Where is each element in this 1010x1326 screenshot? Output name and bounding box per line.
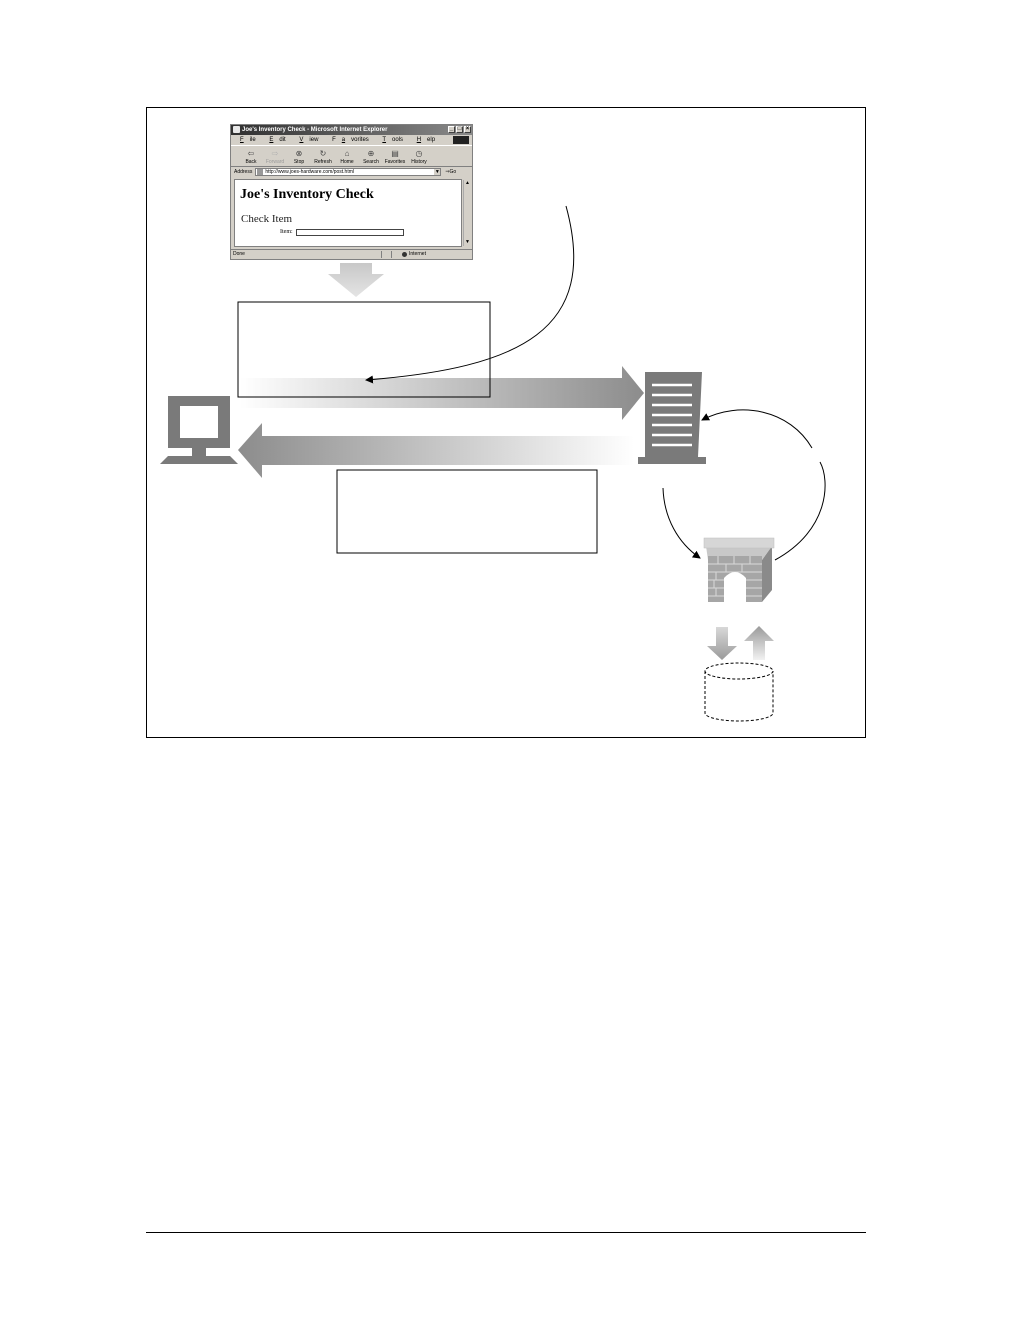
- maximize-icon[interactable]: □: [457, 126, 462, 132]
- home-button[interactable]: ⌂ Home: [335, 149, 359, 166]
- address-bar: [231, 167, 472, 177]
- refresh-button[interactable]: ↻ Refresh: [311, 149, 335, 166]
- page-icon: [257, 169, 263, 175]
- status-separator: [381, 251, 382, 258]
- client-computer-icon: [160, 396, 238, 464]
- search-icon: ⊕: [367, 149, 375, 158]
- to-database-arrow: [707, 627, 737, 660]
- response-message-box: [337, 470, 597, 553]
- forward-button[interactable]: ⇨ Forward: [263, 149, 287, 166]
- browser-toolbar: [231, 145, 472, 167]
- windows-logo-icon: [453, 136, 469, 144]
- status-separator: [391, 251, 392, 258]
- from-database-arrow: [744, 626, 774, 660]
- menu-favorites[interactable]: F a vorites: [332, 137, 369, 143]
- close-icon[interactable]: ×: [465, 126, 470, 132]
- globe-icon: [402, 252, 407, 257]
- menu-tools[interactable]: T ools: [382, 137, 404, 143]
- status-text: Done: [233, 251, 245, 257]
- favorites-button[interactable]: ▤ Favorites: [384, 149, 406, 165]
- status-bar: [231, 249, 472, 259]
- address-label: Address: [234, 169, 253, 175]
- go-button[interactable]: ⇒Go: [445, 169, 457, 175]
- refresh-icon: ↻: [319, 149, 327, 158]
- ie-app-icon: [233, 126, 240, 133]
- gateway-return-arc: [702, 410, 812, 448]
- history-button[interactable]: ◷ History: [407, 149, 431, 166]
- stop-icon: ⊗: [295, 149, 303, 158]
- minimize-icon[interactable]: _: [449, 126, 454, 132]
- browser-window: [230, 124, 473, 260]
- back-arrow-icon: ⇦: [247, 149, 255, 158]
- database-icon: [705, 663, 773, 721]
- browser-window-title: Joe's Inventory Check - Microsoft Internet Explorer: [242, 127, 388, 133]
- form-submit-arrow: [328, 263, 384, 297]
- gateway-icon: [704, 538, 774, 602]
- scroll-down-icon[interactable]: ▼: [465, 239, 470, 245]
- address-value: http://www.joes-hardware.com/post.html: [265, 169, 354, 175]
- item-label: Item:: [280, 229, 293, 235]
- menu-help[interactable]: H elp: [416, 137, 436, 143]
- history-icon: ◷: [415, 149, 423, 158]
- web-server-icon: [638, 372, 706, 464]
- scroll-up-icon[interactable]: ▲: [465, 180, 470, 186]
- back-button[interactable]: ⇦ Back: [239, 149, 263, 166]
- check-item-heading: Check Item: [241, 213, 293, 225]
- item-input[interactable]: [296, 229, 404, 236]
- browser-title-bar: [231, 125, 472, 135]
- request-arrow: [240, 366, 644, 420]
- favorites-icon: ▤: [391, 149, 399, 158]
- forward-arrow-icon: ⇨: [271, 149, 279, 158]
- home-icon: ⌂: [344, 149, 350, 158]
- page-heading: Joe's Inventory Check: [240, 187, 374, 202]
- server-to-gateway-arc: [663, 488, 700, 558]
- page-content: [234, 179, 462, 247]
- vertical-scrollbar[interactable]: [463, 180, 471, 246]
- browser-menu-bar: [231, 135, 472, 145]
- security-zone: Internet: [401, 250, 426, 259]
- menu-view[interactable]: V iew: [299, 137, 319, 143]
- menu-edit[interactable]: E dit: [269, 137, 286, 143]
- window-controls: [448, 126, 471, 133]
- search-button[interactable]: ⊕ Search: [359, 149, 383, 166]
- menu-file[interactable]: F ile: [240, 137, 256, 143]
- address-input[interactable]: [255, 168, 441, 176]
- chevron-down-icon[interactable]: ▼: [434, 169, 440, 175]
- footer-rule: [146, 1232, 866, 1233]
- stop-button[interactable]: ⊗ Stop: [287, 149, 311, 166]
- gateway-to-server-arc: [775, 462, 825, 560]
